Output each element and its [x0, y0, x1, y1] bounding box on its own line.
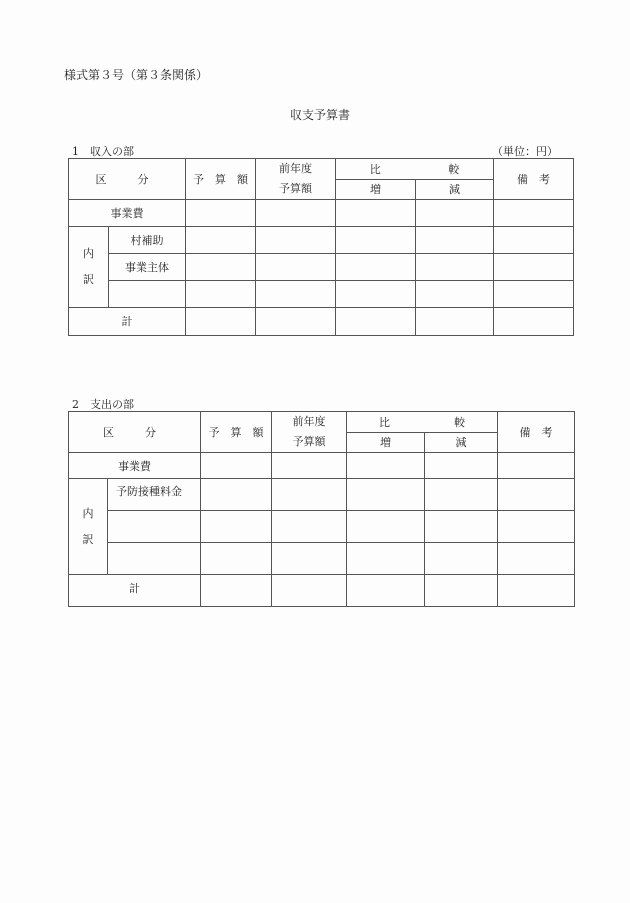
income-heading: 1 収入の部 — [72, 145, 134, 158]
row-total: 計 — [69, 575, 201, 607]
row-village-subsidy: 村補助 — [109, 227, 186, 254]
document-title: 収支予算書 — [290, 108, 351, 122]
row-project-cost: 事業費 — [69, 453, 201, 479]
header-category: 区 分 — [69, 412, 201, 453]
header-decrease: 減 — [425, 432, 498, 453]
row-business-entity: 事業主体 — [109, 254, 186, 281]
form-number: 様式第３号（第３条関係） — [64, 68, 209, 82]
header-comparison: 比 較 — [336, 159, 494, 180]
row-project-cost: 事業費 — [69, 200, 186, 227]
header-increase: 増 — [336, 179, 416, 200]
expense-table — [68, 411, 575, 607]
header-decrease: 減 — [416, 179, 494, 200]
header-budget: 予 算 額 — [201, 412, 272, 453]
cell — [494, 200, 574, 227]
header-prev-budget: 前年度 予算額 — [256, 159, 336, 200]
header-budget: 予 算 額 — [186, 159, 256, 200]
income-table — [68, 158, 574, 336]
row-blank — [109, 281, 186, 308]
expense-heading: 2 支出の部 — [72, 398, 134, 411]
header-remarks: 備 考 — [498, 412, 575, 453]
header-increase: 増 — [347, 432, 425, 453]
cell — [336, 200, 416, 227]
cell — [186, 200, 256, 227]
cell — [416, 200, 494, 227]
header-prev-budget: 前年度 予算額 — [272, 412, 347, 453]
cell — [256, 200, 336, 227]
unit-label: （単位：円） — [492, 145, 558, 158]
row-blank — [108, 511, 201, 543]
header-category: 区 分 — [69, 159, 186, 200]
header-remarks: 備 考 — [494, 159, 574, 200]
row-vaccination-fee: 予防接種料金 — [108, 479, 201, 511]
breakdown-label: 内 訳 — [69, 227, 109, 308]
breakdown-label: 内 訳 — [69, 479, 108, 575]
row-blank — [108, 543, 201, 575]
header-comparison: 比 較 — [347, 412, 498, 433]
row-total: 計 — [69, 308, 186, 336]
